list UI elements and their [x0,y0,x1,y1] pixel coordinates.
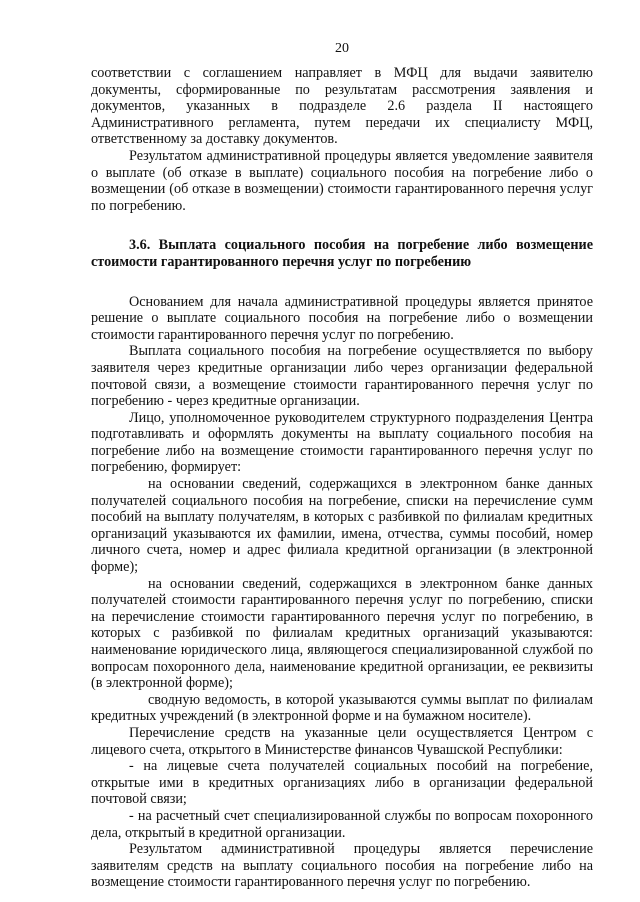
continuation-paragraph: соответствии с соглашением направляет в МФЦ для выдачи заявителю документы, сформированные по результатам рассмотрения заявления и документов, указанных в подразделе 2.6 раздела II настоящего Административного регламента, путем передачи их специалисту МФЦ, ответственному за доставку документов. [91,65,593,148]
result-paragraph: Результатом административной процедуры является уведомление заявителя о выплате (об отказе в выплате) социального пособия на погребение либо о возмещении (об отказе в возмещении) стоимости гарантированного перечня услуг по погребению. [91,147,593,214]
transfer-item: - на расчетный счет специализированной службы по вопросам похоронного дела, открытый в кредитной организации. [91,807,593,841]
list-item: сводную ведомость, в которой указываются суммы выплат по филиалам кредитных учреждений (в электронной форме и на бумажном носителе). [91,691,593,725]
page-number: 20 [335,41,349,56]
transfer-paragraph: Перечисление средств на указанные цели осуществляется Центром с лицевого счета, открытого в Министерстве финансов Чувашской Республики: [91,724,593,758]
list-item: на основании сведений, содержащихся в электронном банке данных получателей социального пособия на погребение, списки на перечисление сумм пособий на выплату получателям, в которых с разбивкой по филиалам кредитных организаций указываются их фамилии, имена, отчества, суммы пособий, номер личного счета, номер и адрес филиала кредитной организации (в электронной форме); [91,476,593,576]
final-paragraph: Результатом административной процедуры является перечисление заявителям средств на выплату социального пособия на погребение либо на возмещение стоимости гарантированного перечня услуг по погребению. [91,841,593,891]
section-heading: 3.6. Выплата социального пособия на погребение либо возмещение стоимости гарантированного перечня услуг по погребению [91,237,593,270]
basis-paragraph: Основанием для начала административной процедуры является принятое решение о выплате социального пособия на погребение либо о возмещении стоимости гарантированного перечня услуг по погребению. [91,293,593,343]
transfer-item: - на лицевые счета получателей социальных пособий на погребение, открытые ими в кредитных организациях либо в организации федеральной почтовой связи; [91,758,593,808]
payment-method-paragraph: Выплата социального пособия на погребение осуществляется по выбору заявителя через кредитные организации либо через организации федеральной почтовой связи, а возмещение стоимости гарантированного перечня услуг по погребению - через кредитные организации. [91,343,593,410]
list-item: на основании сведений, содержащихся в электронном банке данных получателей стоимости гарантированного перечня услуг по погребению, списки на перечисление стоимости гарантированного перечня услуг по погребению, в которых с разбивкой по филиалам кредитных организаций указываются: наименование юридического лица, являющегося специализированной службой по вопросам похоронного дела, наименование кредитной организации, ее реквизиты (в электронной форме); [91,575,593,692]
authorized-person-paragraph: Лицо, уполномоченное руководителем структурного подразделения Центра подготавливать и оформлять документы на выплату социального пособия на погребение либо на возмещение стоимости гарантированного перечня услуг по погребению, формирует: [91,409,593,476]
